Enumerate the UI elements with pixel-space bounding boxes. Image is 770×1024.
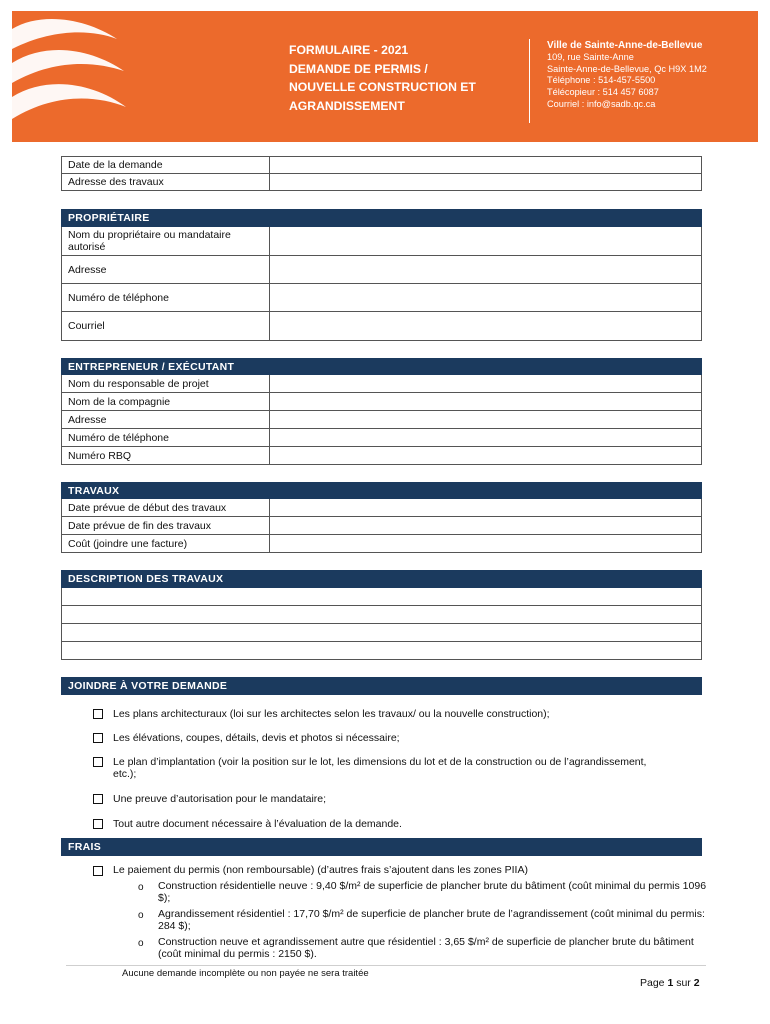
travaux-table: [61, 482, 702, 553]
contact-block: [547, 40, 707, 111]
checkbox[interactable]: [93, 757, 103, 767]
contact-email[interactable]: Courriel : info@sadb.qc.ca: [547, 98, 656, 109]
adresse-entrepreneur-input[interactable]: [270, 411, 702, 429]
contact-address: 109, rue Sainte-Anne: [547, 51, 634, 62]
section-heading: JOINDRE À VOTRE DEMANDE: [61, 677, 702, 695]
fee-item: Construction résidentielle neuve : 9,40 $/m² de superficie de plancher brute du bâtiment (coût minimal du permis 1096 $);: [158, 880, 707, 904]
checkbox[interactable]: [93, 819, 103, 829]
field-label: Adresse: [62, 256, 270, 284]
contact-phone: Téléphone : 514-457-5500: [547, 75, 656, 86]
checklist-item: Tout autre document nécessaire à l’évaluation de la demande.: [113, 818, 402, 830]
date-demande-input[interactable]: [270, 157, 702, 174]
field-label: Numéro de téléphone: [62, 429, 270, 447]
form-title-line: DEMANDE DE PERMIS /: [289, 61, 428, 76]
cout-input[interactable]: [270, 535, 702, 553]
page-total: 2: [693, 977, 700, 989]
field-label: Adresse: [62, 411, 270, 429]
telephone-proprietaire-input[interactable]: [270, 284, 702, 312]
page-number: 1: [667, 977, 674, 989]
numero-rbq-input[interactable]: [270, 447, 702, 465]
description-table: [61, 570, 702, 660]
field-label: Date prévue de fin des travaux: [62, 517, 270, 535]
fee-item: Construction neuve et agrandissement autre que résidentiel : 3,65 $/m² de superficie de plancher brute du bâtiment (coût minimal du permis : 2150 $).: [158, 936, 694, 960]
header-banner: [12, 11, 758, 142]
courriel-proprietaire-input[interactable]: [270, 312, 702, 341]
form-title-line: AGRANDISSEMENT: [289, 98, 405, 113]
form-title-line: NOUVELLE CONSTRUCTION ET: [289, 80, 476, 94]
description-line-input[interactable]: [62, 606, 702, 624]
nom-proprietaire-input[interactable]: [270, 227, 702, 256]
adresse-travaux-input[interactable]: [270, 174, 702, 191]
description-line-input[interactable]: [62, 588, 702, 606]
field-label: Numéro de téléphone: [62, 284, 270, 312]
header-divider: [529, 39, 530, 123]
field-label: Nom de la compagnie: [62, 393, 270, 411]
form-title: [289, 41, 519, 115]
checklist-item: Le plan d’implantation (voir la position sur le lot, les dimensions du lot et de la construction ou de l’agrandissement, etc.);: [113, 756, 647, 780]
adresse-proprietaire-input[interactable]: [270, 256, 702, 284]
bullet-marker: o: [138, 938, 144, 949]
compagnie-input[interactable]: [270, 393, 702, 411]
description-line-input[interactable]: [62, 642, 702, 660]
field-label: Adresse des travaux: [62, 174, 270, 191]
page-indicator: [640, 977, 700, 989]
city-logo-waves-icon: [12, 11, 132, 142]
field-label: Nom du propriétaire ou mandataire autorisé: [62, 227, 270, 256]
bullet-marker: o: [138, 910, 144, 921]
checklist-item: Les élévations, coupes, détails, devis et photos si nécessaire;: [113, 732, 400, 744]
contact-fax: Télécopieur : 514 457 6087: [547, 87, 659, 98]
responsable-projet-input[interactable]: [270, 375, 702, 393]
city-name: Ville de Sainte-Anne-de-Bellevue: [547, 40, 703, 51]
field-label: Date prévue de début des travaux: [62, 499, 270, 517]
section-heading: PROPRIÉTAIRE: [62, 210, 702, 227]
page-prefix: Page: [640, 977, 665, 989]
field-label: Courriel: [62, 312, 270, 341]
field-label: Nom du responsable de projet: [62, 375, 270, 393]
fee-item: Agrandissement résidentiel : 17,70 $/m² de superficie de plancher brute de l’agrandissement (coût minimal du permis: 284 $);: [158, 908, 705, 932]
section-heading: ENTREPRENEUR / EXÉCUTANT: [62, 359, 702, 375]
checklist-item: Les plans architecturaux (loi sur les architectes selon les travaux/ ou la nouvelle construction);: [113, 708, 550, 720]
checkbox[interactable]: [93, 866, 103, 876]
checkbox[interactable]: [93, 794, 103, 804]
footer-note: Aucune demande incomplète ou non payée ne sera traitée: [122, 968, 369, 979]
contact-city: Sainte-Anne-de-Bellevue, Qc H9X 1M2: [547, 63, 707, 74]
form-title-line: FORMULAIRE - 2021: [289, 43, 409, 57]
proprietaire-table: [61, 209, 702, 341]
checkbox[interactable]: [93, 709, 103, 719]
entrepreneur-table: [61, 358, 702, 465]
telephone-entrepreneur-input[interactable]: [270, 429, 702, 447]
field-label: Numéro RBQ: [62, 447, 270, 465]
request-info-table: [61, 156, 702, 191]
field-label: Coût (joindre une facture): [62, 535, 270, 553]
footer-divider: [66, 965, 706, 966]
description-line-input[interactable]: [62, 624, 702, 642]
bullet-marker: o: [138, 882, 144, 893]
section-heading: DESCRIPTION DES TRAVAUX: [62, 571, 702, 588]
section-heading: TRAVAUX: [62, 483, 702, 499]
page-separator: sur: [676, 977, 691, 989]
date-fin-input[interactable]: [270, 517, 702, 535]
date-debut-input[interactable]: [270, 499, 702, 517]
checklist-item: Le paiement du permis (non remboursable) (d’autres frais s’ajoutent dans les zones PIIA): [113, 864, 528, 876]
field-label: Date de la demande: [62, 157, 270, 174]
checklist-item: Une preuve d’autorisation pour le mandataire;: [113, 793, 327, 805]
section-heading: FRAIS: [61, 838, 702, 856]
checkbox[interactable]: [93, 733, 103, 743]
